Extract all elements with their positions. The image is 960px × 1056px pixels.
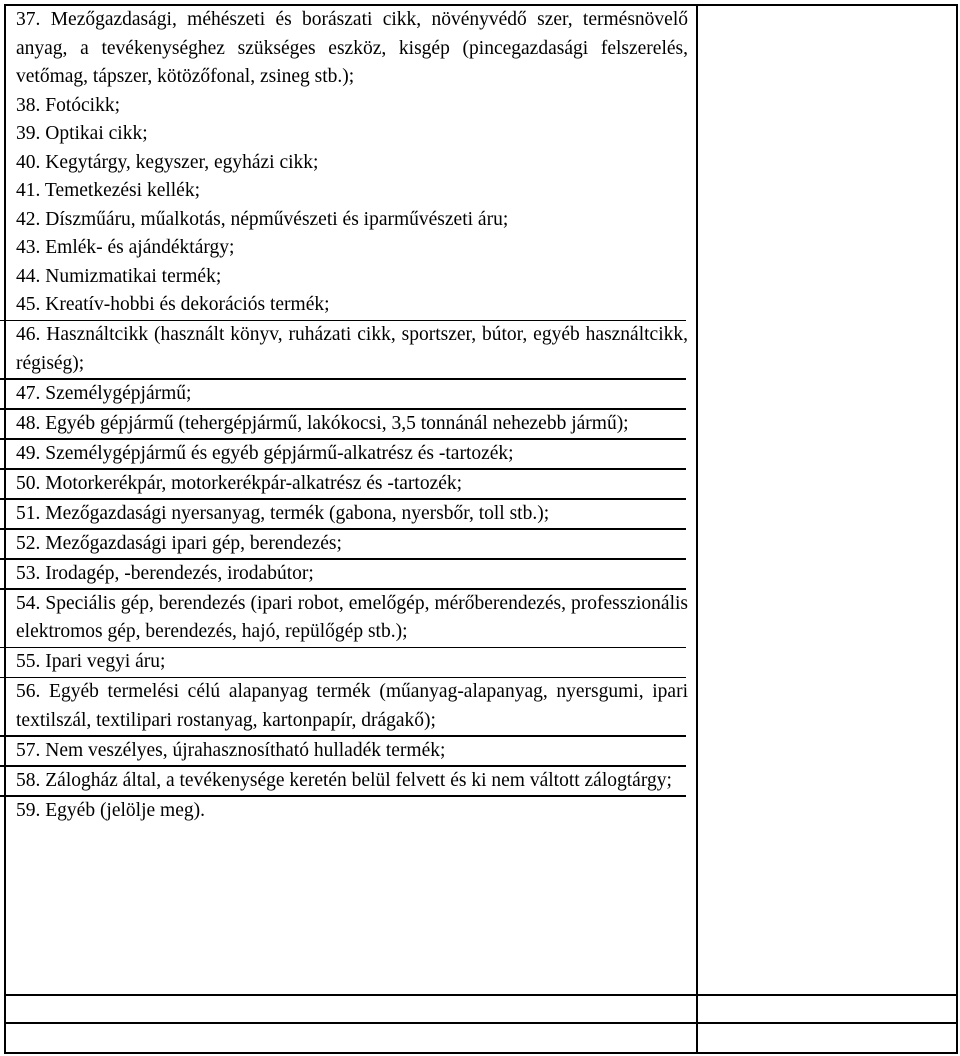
list-item: 37. Mezőgazdasági, méhészeti és borászati cikk, növényvédő szer, termésnövelő anyag, a tevékenységhez szükséges eszköz, kisgép (pincegazdasági felszerelés, vetőmag, tápszer, kötözőfonal, zsineg stb.); [16,9,688,87]
list-item: 49. Személygépjármű és egyéb gépjármű-alkatrész és -tartozék; [16,442,514,464]
list-item: 45. Kreatív-hobbi és dekorációs termék; [16,294,330,315]
activity-list [12,6,688,825]
list-item: 57. Nem veszélyes, újrahasznosítható hulladék termék; [16,739,446,761]
list-item: 40. Kegytárgy, kegyszer, egyházi cikk; [16,151,319,173]
list-item: 54. Speciális gép, berendezés (ipari robot, emelőgép, mérőberendezés, professzionális elektromos gép, berendezés, hajó, repülőgép stb.); [16,592,688,642]
list-item: 41. Temetkezési kellék; [16,180,201,201]
list-item: 42. Díszműáru, műalkotás, népművészeti és iparművészeti áru; [16,208,509,230]
list-item: 43. Emlék- és ajándéktárgy; [16,237,235,258]
table-border-right [956,4,958,1054]
list-item: 44. Numizmatikai termék; [16,265,222,287]
list-item: 52. Mezőgazdasági ipari gép, berendezés; [16,532,342,554]
list-item: 51. Mezőgazdasági nyersanyag, termék (gabona, nyersbőr, toll stb.); [16,502,550,524]
list-item: 50. Motorkerékpár, motorkerékpár-alkatrész és -tartozék; [16,472,463,494]
list-item: 38. Fotócikk; [16,94,121,116]
list-item: 55. Ipari vegyi áru; [16,651,166,672]
list-item: 59. Egyéb (jelölje meg). [16,799,205,821]
table-border-middle [696,4,698,1054]
list-item: 53. Irodagép, -berendezés, irodabútor; [16,562,314,584]
list-item: 58. Zálogház által, a tevékenysége keretén belül felvett és ki nem váltott zálogtárgy; [16,769,672,791]
empty-row-separator [4,1022,957,1024]
table-border-bottom [4,1052,957,1054]
empty-row-separator [4,994,957,996]
list-item: 46. Használtcikk (használt könyv, ruházati cikk, sportszer, bútor, egyéb használtcikk, régiség); [16,324,688,374]
list-item: 56. Egyéb termelési célú alapanyag termék (műanyag-alapanyag, nyersgumi, ipari textilszál, textilipari rostanyag, kartonpapír, drágakő); [16,681,688,731]
list-item: 47. Személygépjármű; [16,382,192,404]
list-item: 39. Optikai cikk; [16,123,148,144]
list-item: 48. Egyéb gépjármű (tehergépjármű, lakókocsi, 3,5 tonnánál nehezebb jármű); [16,412,629,434]
